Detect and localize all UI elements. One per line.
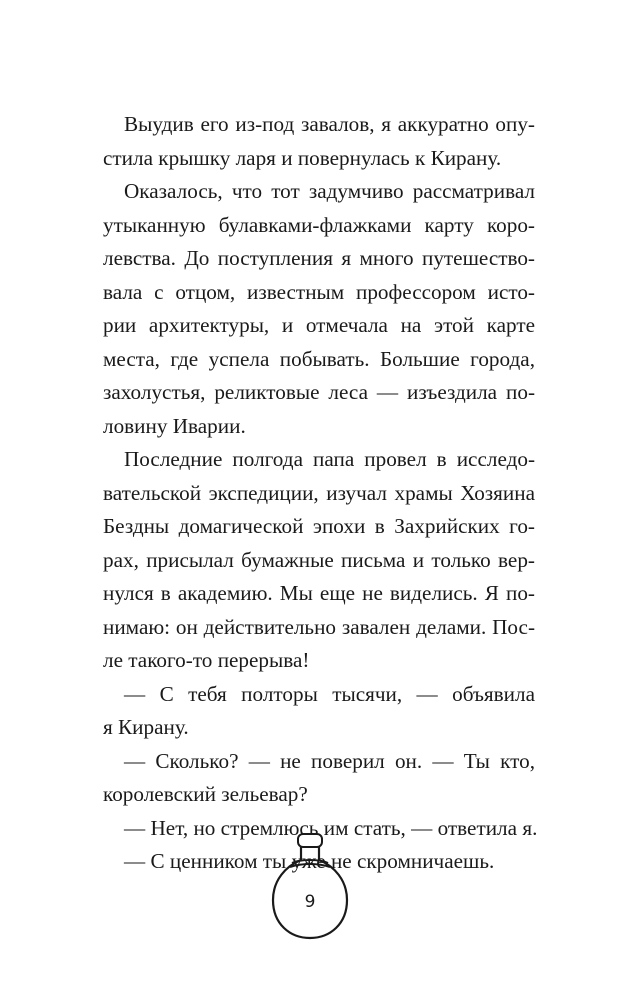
text-line: стила крышку ларя и повернулась к Кирану. (103, 145, 502, 170)
text-line: левства. До поступления я много путешество- (103, 246, 535, 270)
paragraph-3 (103, 443, 535, 678)
paragraph-2 (103, 175, 535, 443)
text-line: Оказалось, что тот задумчиво рассматривал (124, 179, 535, 203)
paragraph-4 (103, 678, 535, 745)
text-line: — Нет, но стремлюсь им стать, — ответила я. (124, 815, 538, 840)
text-line: места, где успела побывать. Большие города, (103, 346, 535, 371)
text-line: рии архитектуры, и отмечала на этой карте (103, 313, 535, 337)
page-number: 9 (304, 892, 316, 912)
text-line: — С ценником ты уже не скромничаешь. (124, 849, 495, 873)
text-line: нимаю: он действительно завален делами. Пос- (103, 614, 535, 639)
text-line: нулся в академию. Мы еще не виделись. Я по- (103, 581, 535, 605)
potion-bottle-icon (270, 832, 350, 942)
text-line: — Сколько? — не поверил он. — Ты кто, (124, 748, 535, 773)
text-line: я Кирану. (103, 715, 189, 739)
text-line: вала с отцом, известным профессором исто- (103, 279, 535, 304)
paragraph-1 (103, 108, 535, 175)
text-line: Выудив его из-под завалов, я аккуратно опу- (124, 112, 535, 136)
text-line: захолустья, реликтовые леса — изъездила по- (103, 380, 535, 404)
text-line: Последние полгода папа провел в исследо- (124, 447, 535, 471)
text-line: — С тебя полторы тысячи, — объявила (124, 681, 535, 706)
body-text (103, 108, 538, 879)
text-line: Бездны домагической эпохи в Захрийских го- (103, 514, 535, 538)
text-line: рах, присылал бумажные письма и только вер- (103, 547, 535, 572)
text-line: ловину Иварии. (103, 413, 246, 438)
text-line: вательской экспедиции, изучал храмы Хозяина (103, 480, 535, 505)
paragraph-5 (103, 745, 535, 812)
page-number-badge (270, 832, 350, 942)
text-line: утыканную булавками-флажками карту коро- (103, 212, 535, 237)
text-line: ле такого-то перерыва! (103, 648, 310, 672)
text-line: королевский зельевар? (103, 782, 308, 806)
